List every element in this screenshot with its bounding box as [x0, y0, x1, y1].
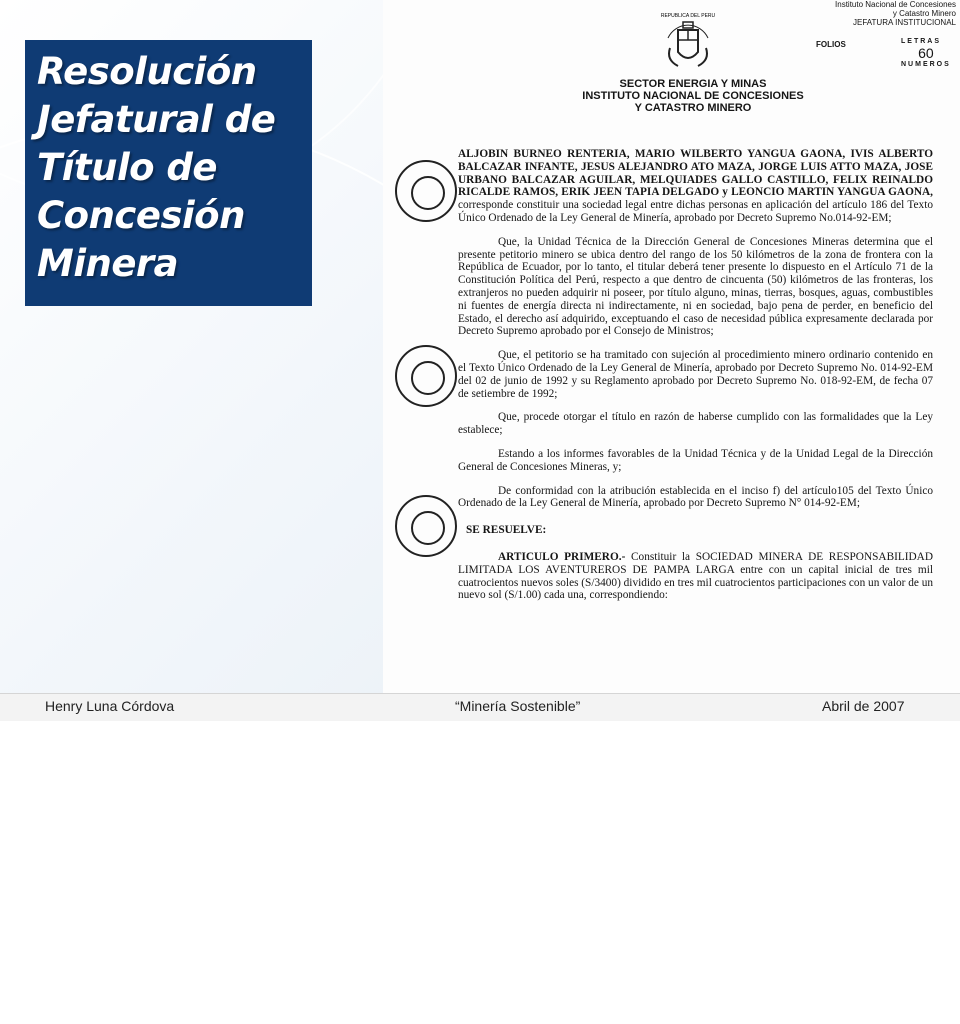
slide-footer [0, 693, 960, 721]
stamp-line: y Catastro Minero [892, 9, 956, 18]
official-seal [395, 495, 457, 557]
article-paragraph [458, 551, 933, 602]
folio-value: 60 [918, 45, 934, 61]
footer-theme: “Minería Sostenible” [455, 698, 581, 714]
footer-date: Abril de 2007 [822, 698, 905, 714]
folio-numbers: NUMEROS [901, 61, 951, 68]
paragraph: De conformidad con la atribución establecida en el inciso f) del artículo105 del Texto Único Ordenado de la Ley General de Minería, aprobado por Decreto Supremo N° 014-92-EM; [458, 484, 933, 510]
names-bold: ALJOBIN BURNEO RENTERIA, MARIO WILBERTO YANGUA GAONA, IVIS ALBERTO BALCAZAR INFANTE, JESUS ALEJANDRO ATO MAZA, JORGE LUIS ATTO MAZA, JOSE URBANO BALCAZAR AGUILAR, MELQUIADES GALLO CASTILLO, FELIX REINALDO RICALDE RAMOS, ERIK JEEN TAPIA DELGADO y LEONCIO MARTIN YANGUA GAONA, [458, 148, 933, 199]
stamp-line: Instituto Nacional de Concesiones [835, 0, 956, 9]
scanned-document [383, 0, 960, 693]
coat-of-arms-icon [658, 8, 718, 78]
article-label: ARTICULO PRIMERO.- [498, 550, 626, 563]
slide-title: Resolución Jefatural de Título de Concesión Minera [37, 50, 276, 285]
header-line: Y CATASTRO MINERO [634, 102, 752, 114]
paragraph: Que, la Unidad Técnica de la Dirección General de Concesiones Mineras determina que el presente petitorio minero se ubica dentro del rango de los 50 kilómetros de la zona de frontera con la República de Ecuador, por lo tanto, el titular deberá tener presente lo dispuesto en el Artículo 71 de la Constitución Política del Perú, respecto a que dentro de cincuenta (50) kilómetros de las fronteras, los extranjeros no pueden adquirir ni poseer, por título alguno, minas, tierras, bosques, aguas, combustibles ni fuentes de energía directa ni indirectamente, ni en sociedad, bajo pena de perder, en beneficio del Estado, el derecho así adquirido, exceptuando el caso de necesidad pública expresamente declarada por Decreto Supremo aprobado por el Consejo de Ministros; [458, 235, 933, 338]
paragraph-text: corresponde constituir una sociedad legal entre dichas personas en aplicación del artículo 186 del Texto Único Ordenado de la Ley General de Minería, aprobado por Decreto Supremo No.014-92-EM; [458, 199, 933, 224]
resolution-heading: SE RESUELVE: [466, 524, 547, 537]
paragraph [458, 148, 933, 225]
header-line: SECTOR ENERGIA Y MINAS [619, 78, 767, 90]
official-seal [395, 160, 457, 222]
official-seal [395, 345, 457, 407]
folio-letters: LETRAS [901, 38, 941, 45]
article-text: Constituir la SOCIEDAD MINERA DE RESPONSABILIDAD LIMITADA LOS AVENTUREROS DE PAMPA LARGA entre con un capital inicial de tres mil cuatrocientos nuevos soles (S/3400) dividido en tres mil cuatrocientos participaciones con un valor de un nuevo sol (S/1.00) cada una, correspondiendo: [458, 550, 933, 602]
folio-number [901, 38, 951, 68]
folios-label: FOLIOS [816, 40, 846, 49]
crest-text: REPUBLICA DEL PERU [660, 13, 716, 19]
header-line: INSTITUTO NACIONAL DE CONCESIONES [582, 90, 804, 102]
paragraph: Estando a los informes favorables de la Unidad Técnica y de la Unidad Legal de la Dirección General de Concesiones Mineras, y; [458, 447, 933, 473]
document-header [553, 78, 833, 114]
document-body [458, 148, 933, 613]
stamp-line: JEFATURA INSTITUCIONAL [853, 18, 956, 27]
title-box [25, 40, 312, 306]
footer-author: Henry Luna Córdova [45, 698, 175, 714]
paragraph: Que, procede otorgar el título en razón de haberse cumplido con las formalidades que la Ley establece; [458, 411, 933, 437]
paragraph: Que, el petitorio se ha tramitado con sujeción al procedimiento minero ordinario contenido en el Texto Único Ordenado de la Ley General de Minería, aprobado por Decreto Supremo No. 014-92-EM del 02 de junio de 1992 y su Reglamento aprobado por Decreto Supremo No. 018-92-EM, de fecha 07 de setiembre de 1992; [458, 349, 933, 400]
